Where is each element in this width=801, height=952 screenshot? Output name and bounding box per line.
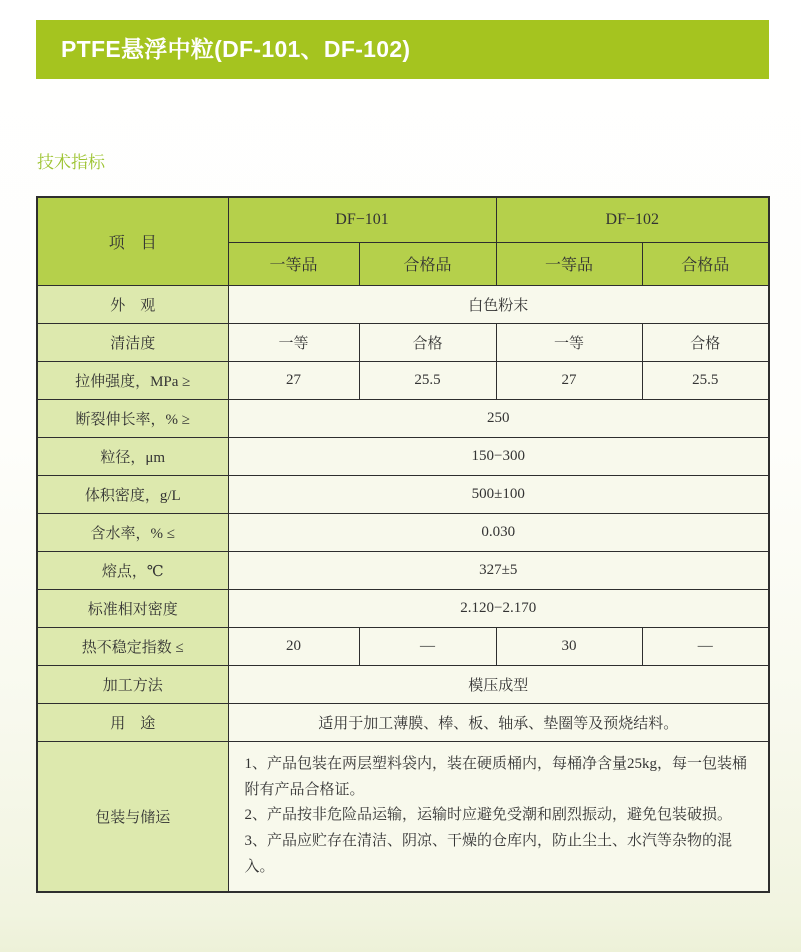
row-value: 适用于加工薄膜、棒、板、轴承、垫圈等及预烧结料。	[228, 703, 769, 741]
row-label: 加工方法	[37, 665, 228, 703]
row-cell: 30	[496, 627, 642, 665]
row-cell: —	[642, 627, 769, 665]
packaging-note-3: 3、产品应贮存在清洁、阴凉、干燥的仓库内，防止尘土、水汽等杂物的混入。	[244, 833, 733, 875]
table-row-melting-point	[37, 551, 769, 589]
row-cell: 20	[228, 627, 359, 665]
row-label: 外 观	[37, 285, 228, 323]
row-cell: 合格	[642, 323, 769, 361]
row-label: 拉伸强度，MPa ≥	[37, 361, 228, 399]
header-grade-4: 合格品	[642, 242, 769, 285]
row-value: 0.030	[228, 513, 769, 551]
table-row-packaging-storage	[37, 741, 769, 892]
row-label: 热不稳定指数 ≤	[37, 627, 228, 665]
table-row-appearance	[37, 285, 769, 323]
row-label: 标准相对密度	[37, 589, 228, 627]
packaging-note-1: 1、产品包装在两层塑料袋内，装在硬质桶内，每桶净含量25kg，每一包装桶附有产品合格证。	[244, 755, 748, 798]
table-row-bulk-density	[37, 475, 769, 513]
table-row-elongation	[37, 399, 769, 437]
row-label: 体积密度，g/L	[37, 475, 228, 513]
row-value: 2.120−2.170	[228, 589, 769, 627]
table-row-relative-density	[37, 589, 769, 627]
table-row-usage	[37, 703, 769, 741]
table-row-cleanliness	[37, 323, 769, 361]
spec-table	[36, 196, 770, 893]
table-header-row-groups	[37, 197, 769, 242]
row-value: 模压成型	[228, 665, 769, 703]
table-row-processing-method	[37, 665, 769, 703]
row-label: 含水率，% ≤	[37, 513, 228, 551]
header-group-df101: DF−101	[228, 197, 496, 242]
row-cell: —	[359, 627, 496, 665]
row-cell: 25.5	[359, 361, 496, 399]
row-label: 用 途	[37, 703, 228, 741]
row-value: 白色粉末	[228, 285, 769, 323]
header-grade-3: 一等品	[496, 242, 642, 285]
header-grade-2: 合格品	[359, 242, 496, 285]
header-group-df102: DF−102	[496, 197, 769, 242]
row-value-multiline	[228, 741, 769, 892]
row-cell: 25.5	[642, 361, 769, 399]
table-row-particle-size	[37, 437, 769, 475]
row-cell: 合格	[359, 323, 496, 361]
row-cell: 一等	[496, 323, 642, 361]
row-label: 断裂伸长率，% ≥	[37, 399, 228, 437]
row-label: 包装与储运	[37, 741, 228, 892]
row-label: 粒径，μm	[37, 437, 228, 475]
row-value: 250	[228, 399, 769, 437]
row-cell: 27	[496, 361, 642, 399]
row-value: 150−300	[228, 437, 769, 475]
header-item-cell: 项 目	[37, 197, 228, 285]
packaging-note-2: 2、产品按非危险品运输，运输时应避免受潮和剧烈振动，避免包装破损。	[244, 807, 733, 824]
row-label: 熔点，℃	[37, 551, 228, 589]
row-label: 清洁度	[37, 323, 228, 361]
table-row-moisture	[37, 513, 769, 551]
row-cell: 一等	[228, 323, 359, 361]
header-grade-1: 一等品	[228, 242, 359, 285]
row-value: 327±5	[228, 551, 769, 589]
table-row-thermal-instability	[37, 627, 769, 665]
row-value: 500±100	[228, 475, 769, 513]
page-banner-title: PTFE悬浮中粒(DF-101、DF-102)	[36, 20, 769, 79]
section-title: 技术指标	[37, 153, 105, 172]
row-cell: 27	[228, 361, 359, 399]
table-row-tensile-strength	[37, 361, 769, 399]
